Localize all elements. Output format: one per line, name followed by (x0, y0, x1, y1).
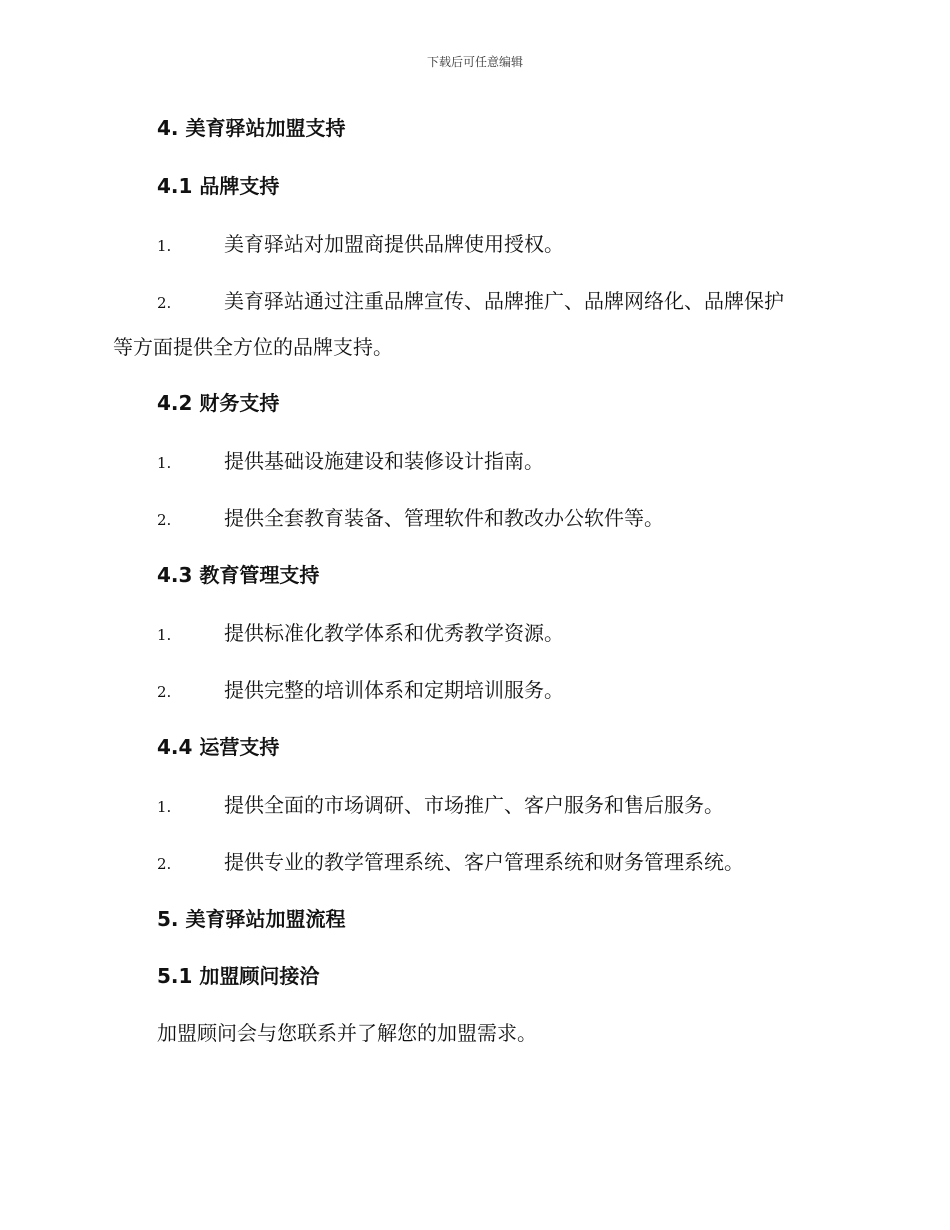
list-number: 1. (157, 798, 172, 816)
list-item (157, 792, 724, 820)
list-item (157, 620, 564, 648)
section-4-heading: 4. 美育驿站加盟支持 (157, 116, 346, 140)
list-text-continuation: 等方面提供全方位的品牌支持。 (113, 335, 393, 359)
list-text: 美育驿站通过注重品牌宣传、品牌推广、品牌网络化、品牌保护 (224, 289, 784, 313)
list-number: 2. (157, 683, 172, 701)
section-4-1-heading: 4.1 品牌支持 (157, 174, 280, 198)
paragraph: 加盟顾问会与您联系并了解您的加盟需求。 (157, 1021, 537, 1045)
list-number: 2. (157, 294, 172, 312)
section-5-1-heading: 5.1 加盟顾问接洽 (157, 964, 320, 988)
list-text: 提供专业的教学管理系统、客户管理系统和财务管理系统。 (224, 850, 744, 874)
list-text: 提供全套教育装备、管理软件和教改办公软件等。 (224, 506, 664, 530)
section-4-2-heading: 4.2 财务支持 (157, 391, 280, 415)
list-text: 提供标准化教学体系和优秀教学资源。 (224, 621, 564, 645)
list-item (157, 448, 544, 476)
list-item (157, 231, 564, 259)
list-item (157, 288, 784, 316)
section-5-heading: 5. 美育驿站加盟流程 (157, 907, 346, 931)
list-item (157, 677, 564, 705)
list-item (157, 849, 744, 877)
list-number: 1. (157, 626, 172, 644)
list-number: 1. (157, 454, 172, 472)
page-header-note: 下载后可任意编辑 (426, 55, 523, 69)
list-number: 2. (157, 855, 172, 873)
list-text: 提供全面的市场调研、市场推广、客户服务和售后服务。 (224, 793, 724, 817)
list-text: 美育驿站对加盟商提供品牌使用授权。 (224, 232, 564, 256)
section-4-3-heading: 4.3 教育管理支持 (157, 563, 320, 587)
list-item (157, 505, 664, 533)
list-text: 提供基础设施建设和装修设计指南。 (224, 449, 544, 473)
list-number: 1. (157, 237, 172, 255)
section-4-4-heading: 4.4 运营支持 (157, 735, 280, 759)
list-text: 提供完整的培训体系和定期培训服务。 (224, 678, 564, 702)
list-number: 2. (157, 511, 172, 529)
